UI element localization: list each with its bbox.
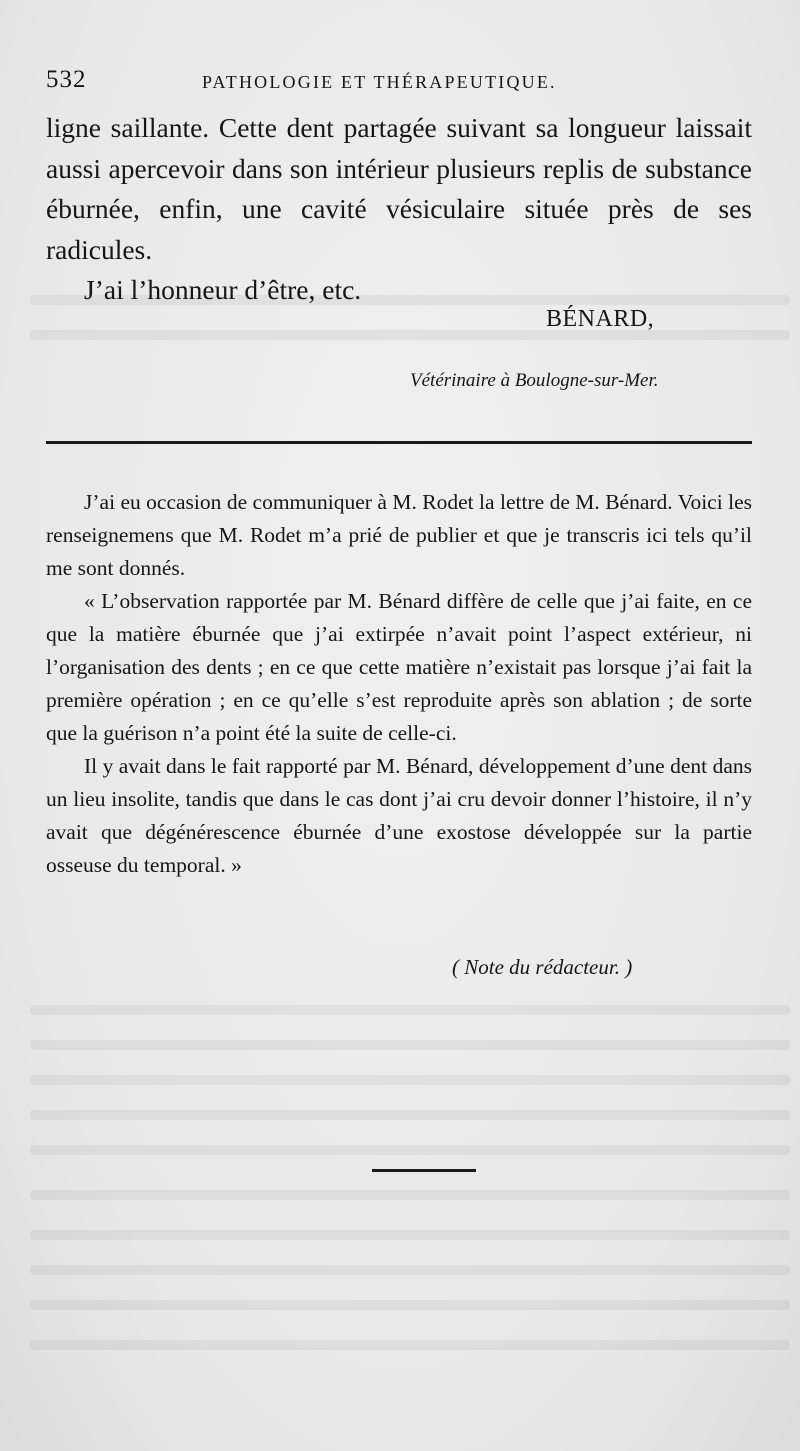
- letter-paragraph: ligne saillante. Cette dent partagée suivant sa longueur laissait aussi apercevoir dans son intérieur plusieurs replis de substance éburnée, enfin, une cavité vésiculaire située près de ses radicules.: [46, 112, 752, 265]
- letter-affiliation: Vétérinaire à Boulogne-sur-Mer.: [410, 370, 659, 391]
- letter-closing: J’ai l’honneur d’être, etc.: [84, 274, 362, 305]
- bleed-through-line: [30, 1075, 790, 1085]
- page-header: [46, 66, 746, 106]
- note-paragraph: J’ai eu occasion de communiquer à M. Rodet la lettre de M. Bénard. Voici les renseignemens que M. Rodet m’a prié de publier et que je transcris ici tels qu’il me sont donnés.: [46, 490, 752, 580]
- bleed-through-line: [30, 1040, 790, 1050]
- letter-signature: BÉNARD,: [546, 306, 655, 332]
- bleed-through-line: [30, 1190, 790, 1200]
- bleed-through-line: [30, 1005, 790, 1015]
- note-attribution: ( Note du rédacteur. ): [452, 955, 633, 979]
- letter-body: [46, 108, 752, 311]
- bleed-through-line: [30, 1110, 790, 1120]
- bleed-through-line: [30, 330, 790, 340]
- note-paragraph: « L’observation rapportée par M. Bénard diffère de celle que j’ai faite, en ce que la matière éburnée que j’ai extirpée n’avait point l’aspect extérieur, ni l’organisation des dents ; en ce que cette matière n’existait pas lorsque j’ai fait la première opération ; en ce qu’elle s’est reproduite après son ablation ; de sorte que la guérison n’a point été la suite de celle-ci.: [46, 589, 752, 745]
- note-paragraph: Il y avait dans le fait rapporté par M. Bénard, développement d’une dent dans un lieu insolite, tandis que dans le cas dont j’ai cru devoir donner l’histoire, il n’y avait que dégénérescence éburnée d’une exostose développée sur la partie osseuse du temporal. »: [46, 754, 752, 877]
- section-divider: [46, 441, 752, 444]
- bleed-through-line: [30, 1145, 790, 1155]
- running-head: PATHOLOGIE ET THÉRAPEUTIQUE.: [202, 72, 557, 92]
- end-rule: [372, 1169, 476, 1172]
- bleed-through-line: [30, 1230, 790, 1240]
- page-number: 532: [46, 66, 87, 93]
- bleed-through-line: [30, 1300, 790, 1310]
- bleed-through-line: [30, 1340, 790, 1350]
- editor-note-body: [46, 486, 752, 882]
- bleed-through-line: [30, 1265, 790, 1275]
